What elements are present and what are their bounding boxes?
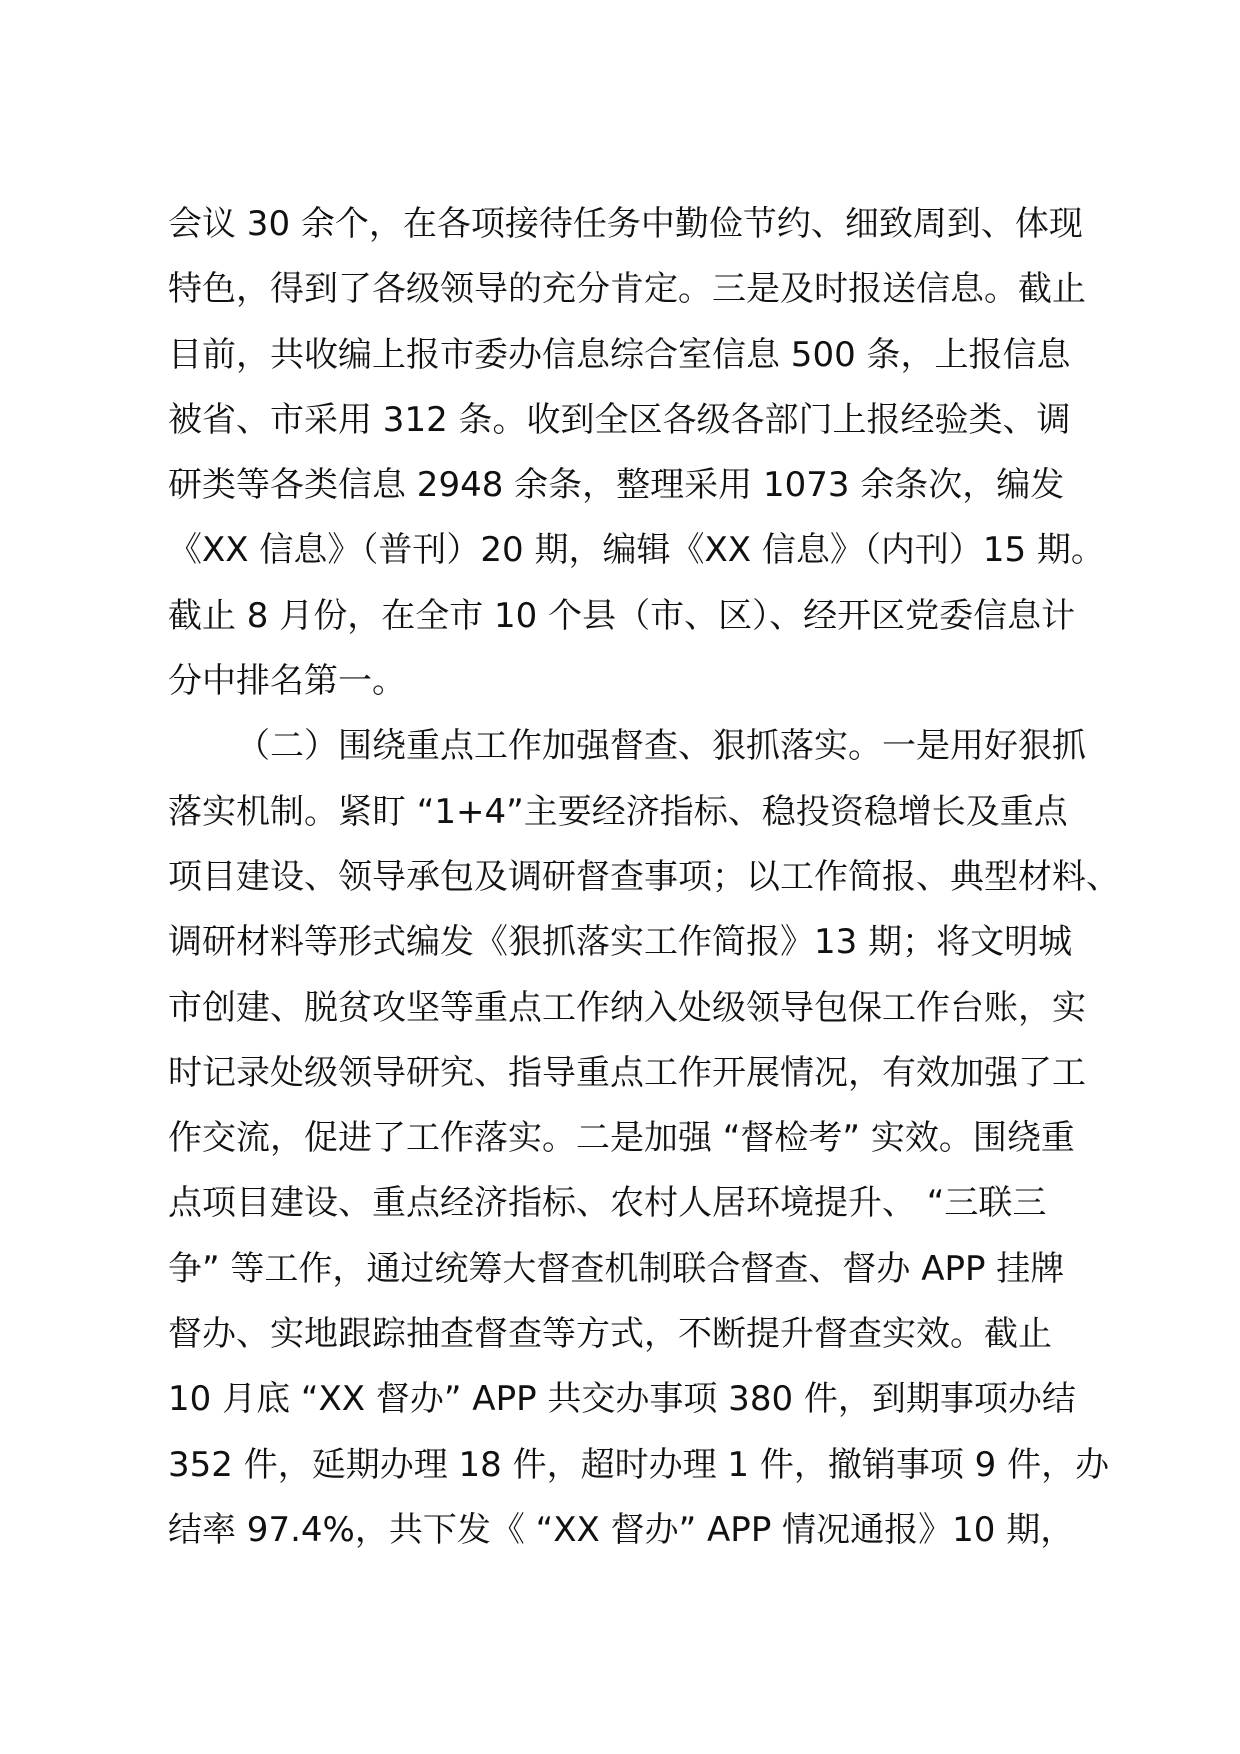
text-line: 352 件，延期办理 18 件，超时办理 1 件，撤销事项 9 件，办 — [168, 1444, 1110, 1485]
text-line: 研类等各类信息 2948 余条，整理采用 1073 余条次，编发 — [168, 465, 1065, 506]
text-line: 调研材料等形式编发《狠抓落实工作简报》13 期；将文明城 — [168, 922, 1073, 963]
text-line: 落实机制。紧盯 “1+4”主要经济指标、稳投资稳增长及重点 — [168, 791, 1068, 832]
text-line: 项目建设、领导承包及调研督查事项；以工作简报、典型材料、 — [168, 856, 1120, 897]
text-line: （二）围绕重点工作加强督查、狠抓落实。一是用好狠抓 — [236, 726, 1086, 767]
text-line: 争” 等工作，通过统筹大督查机制联合督查、督办 APP 挂牌 — [168, 1248, 1065, 1289]
text-line: 被省、市采用 312 条。收到全区各级各部门上报经验类、调 — [168, 399, 1071, 440]
text-line: 目前，共收编上报市委办信息综合室信息 500 条，上报信息 — [168, 334, 1071, 375]
text-line: 《XX 信息》（普刊）20 期，编辑《XX 信息》（内刊）15 期。 — [168, 530, 1105, 571]
paragraph-2 — [168, 714, 1120, 1563]
paragraph-1 — [168, 192, 1105, 714]
text-line: 分中排名第一。 — [168, 661, 406, 702]
text-line: 截止 8 月份，在全市 10 个县（市、区）、经开区党委信息计 — [168, 595, 1076, 636]
text-line: 市创建、脱贫攻坚等重点工作纳入处级领导包保工作台账，实 — [168, 987, 1086, 1028]
text-line: 特色，得到了各级领导的充分肯定。三是及时报送信息。截止 — [168, 269, 1086, 310]
text-line: 会议 30 余个，在各项接待任务中勤俭节约、细致周到、体现 — [168, 204, 1083, 244]
text-line: 点项目建设、重点经济指标、农村人居环境提升、 “三联三 — [168, 1183, 1047, 1224]
text-line: 作交流，促进了工作落实。二是加强 “督检考” 实效。围绕重 — [168, 1118, 1075, 1159]
text-line: 督办、实地跟踪抽查督查等方式，不断提升督查实效。截止 — [168, 1314, 1052, 1355]
text-line: 10 月底 “XX 督办” APP 共交办事项 380 件，到期事项办结 — [168, 1379, 1076, 1420]
text-line: 结率 97.4%，共下发《 “XX 督办” APP 情况通报》10 期， — [168, 1509, 1075, 1550]
text-line: 时记录处级领导研究、指导重点工作开展情况，有效加强了工 — [168, 1052, 1086, 1093]
body-text — [168, 192, 1120, 1563]
